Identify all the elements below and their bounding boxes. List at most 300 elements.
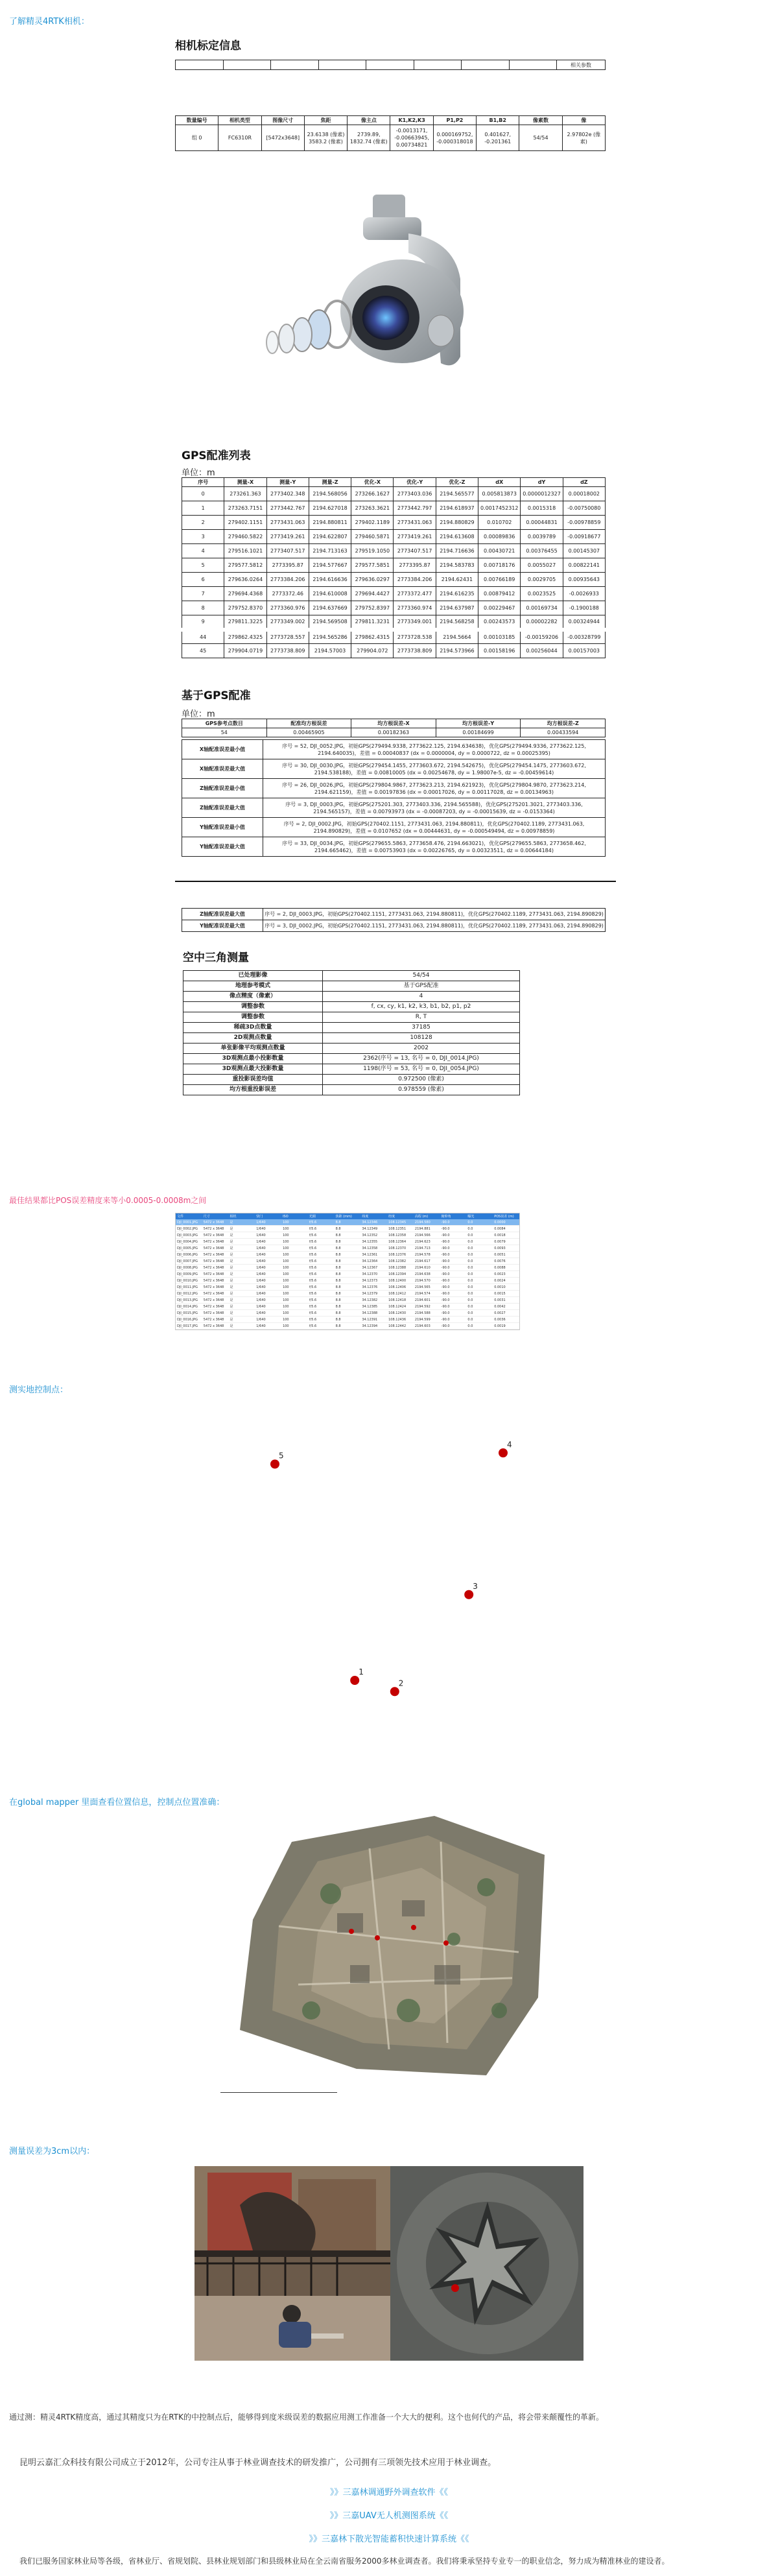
gps-cell: 2194.637987 — [436, 601, 478, 615]
exif-cell: 1/640 — [255, 1304, 281, 1310]
gps-based-header-cell: 配准均方根误差 — [266, 719, 351, 728]
exif-cell: DJI_0013.JPG — [176, 1297, 202, 1304]
exif-cell: 100 — [281, 1297, 308, 1304]
exif-cell: 108.12418 — [387, 1297, 414, 1304]
exif-cell: 是 — [229, 1265, 255, 1271]
intro-title: 了解精灵4RTK相机： — [9, 17, 89, 27]
gps-cell: 2194.577667 — [309, 558, 351, 573]
exif-cell: 0.0 — [466, 1226, 493, 1232]
exif-cell: DJI_0017.JPG — [176, 1323, 202, 1330]
gps-cell: 2194.616636 — [309, 573, 351, 587]
gps-cell: 2773738.809 — [266, 644, 309, 658]
exif-cell: 0.0 — [466, 1252, 493, 1258]
exif-cell: DJI_0001.JPG — [176, 1219, 202, 1226]
exif-cell: -90.0 — [440, 1278, 467, 1284]
exif-cell: 8.8 — [335, 1245, 361, 1252]
detail-label: Y轴配准误差最大值 — [182, 837, 263, 857]
exif-cell: DJI_0006.JPG — [176, 1252, 202, 1258]
aerial-row — [183, 1023, 520, 1033]
exif-cell: 是 — [229, 1239, 255, 1245]
gps-cell: 0.0029705 — [521, 573, 563, 587]
exif-cell: 5472 x 3648 — [202, 1265, 229, 1271]
exif-cell: 34.12385 — [360, 1304, 387, 1310]
exif-cell: 108.12406 — [387, 1284, 414, 1291]
exif-cell: 108.12394 — [387, 1271, 414, 1278]
link-volume-calculation-system[interactable]: 》》三嘉林下散光智能蓄积快速计算系统《《 — [309, 2534, 469, 2544]
control-point-label: 4 — [507, 1440, 512, 1449]
exif-cell: 是 — [229, 1252, 255, 1258]
exif-cell: 100 — [281, 1239, 308, 1245]
gps-based-cell: 0.00433594 — [521, 728, 606, 737]
control-point-marker — [350, 1676, 359, 1685]
exif-row[interactable] — [176, 1239, 519, 1245]
exif-cell: 5472 x 3648 — [202, 1226, 229, 1232]
gps-based-detail-row — [182, 798, 606, 818]
exif-header-cell: 尺寸 — [202, 1213, 229, 1219]
exif-row[interactable] — [176, 1219, 519, 1226]
gps-cell: 2194.583783 — [436, 558, 478, 573]
gps-cell: 2773384.206 — [266, 573, 309, 587]
gps-cell: 273261.363 — [224, 487, 266, 501]
aerial-value: 0.978559 (像素) — [323, 1085, 520, 1095]
control-point-marker — [390, 1687, 399, 1696]
aerial-value: 2002 — [323, 1044, 520, 1054]
exif-cell: 0.0 — [466, 1323, 493, 1330]
exif-cell: 0.0 — [466, 1258, 493, 1265]
exif-row[interactable] — [176, 1258, 519, 1265]
exif-cell: 108.12400 — [387, 1278, 414, 1284]
gps-cell: 2773372.477 — [394, 587, 436, 601]
gps-table-row — [182, 516, 606, 530]
gps-header-cell: 优化-Z — [436, 478, 478, 487]
exif-cell: 1/640 — [255, 1226, 281, 1232]
exif-cell: 1/640 — [255, 1291, 281, 1297]
exif-cell: 1/640 — [255, 1297, 281, 1304]
exif-cell: f/5.6 — [308, 1232, 335, 1239]
calibration-header-cell: 像主点 — [348, 116, 390, 125]
exif-cell: DJI_0004.JPG — [176, 1239, 202, 1245]
gps-based-cell: 54 — [182, 728, 267, 737]
orthomosaic-map — [240, 1816, 551, 2088]
exif-cell: DJI_0011.JPG — [176, 1284, 202, 1291]
exif-cell: 是 — [229, 1291, 255, 1297]
exif-cell: f/5.6 — [308, 1226, 335, 1232]
exif-cell: 是 — [229, 1258, 255, 1265]
exif-cell: 8.8 — [335, 1304, 361, 1310]
exif-cell: 8.8 — [335, 1291, 361, 1297]
gps-cell: 0.00158196 — [478, 644, 521, 658]
exif-cell: 2194.623 — [414, 1239, 440, 1245]
gps-cell: 0.005813873 — [478, 487, 521, 501]
detail-label: Y轴配准误差最小值 — [182, 818, 263, 837]
exif-cell: -90.0 — [440, 1271, 467, 1278]
exif-cell: 0.0 — [466, 1265, 493, 1271]
aerial-row — [183, 1064, 520, 1075]
exif-cell: 8.8 — [335, 1310, 361, 1317]
company-service-text: 我们已服务国家林业局等各级，省林业厅、省规划院、县林业规划部门和县级林业局在全云南省服务2000多林业调查者。我们将秉承坚持专业专一的职业信念，努力成为精准林业的建设者。 — [19, 2557, 670, 2566]
gps-cell: 0.0055027 — [521, 558, 563, 573]
gps-cell: 279636.0264 — [224, 573, 266, 587]
calibration-header-cell: 焦距 — [304, 116, 347, 125]
detail-value: 序号 = 33, DJI_0034.JPG，初始GPS(279655.5863, 2773658.476, 2194.663021)，优化GPS(279655.5863, 2773658.462, 2194.665462)，差值 = 0.00753903 (dx = 0.00226765, dy = 0.00323511, dz = 0.00644184) — [263, 837, 606, 857]
exif-cell: 100 — [281, 1284, 308, 1291]
detail-value: 序号 = 2, DJI_0002.JPG，初始GPS(270402.1151, 2773431.063, 2194.880811)，优化GPS(270402.1189, 2773431.063, 2194.890829)，差值 = 0.0107652 (dx = 0.00444631, dy = -0.000549494, dz = 0.00978859) — [263, 818, 606, 837]
gps-table-row — [182, 573, 606, 587]
exif-cell: 1/640 — [255, 1258, 281, 1265]
exif-cell: -90.0 — [440, 1258, 467, 1265]
gps-table-row — [182, 630, 606, 644]
exif-cell: 100 — [281, 1252, 308, 1258]
exif-cell: 34.12379 — [360, 1291, 387, 1297]
gps-header-cell: 序号 — [182, 478, 224, 487]
gps-based-detail-row — [182, 779, 606, 798]
exif-cell: 5472 x 3648 — [202, 1219, 229, 1226]
exif-cell: f/5.6 — [308, 1291, 335, 1297]
calibration-table — [175, 115, 606, 151]
gps-based-title: 基于GPS配准 — [182, 689, 251, 702]
gps-cell: 0.00002282 — [521, 615, 563, 630]
aerial-label: 均方根重投影误差 — [183, 1085, 323, 1095]
exif-cell: 5472 x 3648 — [202, 1317, 229, 1323]
exif-cell: 0.0042 — [493, 1304, 519, 1310]
exif-cell: 1/640 — [255, 1310, 281, 1317]
exif-cell: f/5.6 — [308, 1304, 335, 1310]
gps-cell: 45 — [182, 644, 224, 658]
gps-based-header-cell: GPS参考点数目 — [182, 719, 267, 728]
exif-cell: 8.8 — [335, 1278, 361, 1284]
gps-cell: 2194.627018 — [309, 501, 351, 516]
exif-cell: DJI_0007.JPG — [176, 1258, 202, 1265]
exif-cell: 8.8 — [335, 1297, 361, 1304]
gps-cell: 0.00169734 — [521, 601, 563, 615]
exif-cell: 是 — [229, 1226, 255, 1232]
exif-cell: 是 — [229, 1219, 255, 1226]
exif-cell: f/5.6 — [308, 1252, 335, 1258]
gps-table-row — [182, 501, 606, 516]
gps-cell: -0.00750080 — [563, 501, 605, 516]
aerial-title: 空中三角测量 — [183, 951, 249, 964]
exif-cell: 0.0027 — [493, 1310, 519, 1317]
exif-cell: -90.0 — [440, 1310, 467, 1317]
exif-cell: 0.0 — [466, 1317, 493, 1323]
exif-cell: 0.0084 — [493, 1226, 519, 1232]
gps-header-cell: 优化-X — [351, 478, 394, 487]
detail-value: 序号 = 2, DJI_0003.JPG，初始GPS(270402.1151, 2773431.063, 2194.880811)，优化GPS(270402.1189, 2773431.063, 2194.890829) — [263, 909, 606, 920]
exif-cell: 34.12394 — [360, 1323, 387, 1330]
exif-cell: 108.12430 — [387, 1310, 414, 1317]
exif-cell: DJI_0015.JPG — [176, 1310, 202, 1317]
gps-cell: 0.00879412 — [478, 587, 521, 601]
calibration-header-cell: K1,K2,K3 — [390, 116, 433, 125]
detail-label: X轴配准误差最大值 — [182, 759, 263, 779]
gps-table-row — [182, 601, 606, 615]
control-point-label: 1 — [359, 1667, 364, 1676]
exif-row[interactable] — [176, 1297, 519, 1304]
aerial-row — [183, 981, 520, 992]
exif-cell: 108.12351 — [387, 1226, 414, 1232]
exif-caption: 最佳结果都比POS误差精度来等小0.0005-0.0008m之间 — [9, 1196, 207, 1205]
gps-cell: 2773402.348 — [266, 487, 309, 501]
calibration-header-cell: 像素数 — [519, 116, 562, 125]
gps-based-extra-row — [182, 909, 606, 920]
calibration-header-right: 相关参数 — [557, 60, 606, 70]
detail-value: 序号 = 52, DJI_0052.JPG，初始GPS(279494.9338, 2773622.125, 2194.634638)，优化GPS(279494.9336, 2773622.125, 2194.640035)，差值 = 0.00040837 (dx = 0.0000004, dy = 0.0000722, dz = 0.00025395) — [263, 740, 606, 759]
gps-cell: 2194.880829 — [436, 516, 478, 530]
exif-cell: 5472 x 3648 — [202, 1258, 229, 1265]
gps-cell: 2194.57003 — [309, 644, 351, 658]
exif-cell: 是 — [229, 1232, 255, 1239]
exif-cell: 34.12358 — [360, 1245, 387, 1252]
exif-cell: 8.8 — [335, 1284, 361, 1291]
gps-header-cell: 测量-Y — [266, 478, 309, 487]
gps-based-detail-row — [182, 740, 606, 759]
exif-cell: 5472 x 3648 — [202, 1271, 229, 1278]
gps-cell: -0.1900188 — [563, 601, 605, 615]
exif-cell: f/5.6 — [308, 1219, 335, 1226]
exif-row[interactable] — [176, 1245, 519, 1252]
aerial-row — [183, 971, 520, 981]
gps-cell: 2 — [182, 516, 224, 530]
exif-cell: -90.0 — [440, 1284, 467, 1291]
exif-cell: 5472 x 3648 — [202, 1278, 229, 1284]
gps-header-cell: 测量-X — [224, 478, 266, 487]
gps-cell: 273263.7151 — [224, 501, 266, 516]
gps-cell: -0.00159206 — [521, 630, 563, 644]
gps-cell: 2773728.557 — [266, 630, 309, 644]
exif-cell: 100 — [281, 1310, 308, 1317]
gps-cell: 0.00103185 — [478, 630, 521, 644]
exif-cell: 108.12412 — [387, 1291, 414, 1297]
gps-cell: 2194.622807 — [309, 530, 351, 544]
map-caption: 在global mapper 里面查看位置信息，控制点位置准确： — [9, 1798, 225, 1807]
gps-cell: 279811.3225 — [224, 615, 266, 630]
gps-based-cell: 0.00465905 — [266, 728, 351, 737]
control-point-marker — [464, 1590, 473, 1599]
detail-value: 序号 = 30, DJI_0030.JPG，初始GPS(279454.1455, 2773603.672, 2194.542675)，优化GPS(279454.1475, 2773603.672, 2194.538188)，差值 = 0.00810005 (dx = 0.00254678, dy = 1.98007e-5, dz = -0.00459614) — [263, 759, 606, 779]
gps-cell: 2194.880811 — [309, 516, 351, 530]
calibration-cell: FC6310R — [218, 125, 261, 151]
detail-label: Y轴配准误差最大值 — [182, 920, 263, 932]
exif-cell: f/5.6 — [308, 1278, 335, 1284]
exif-cell: -90.0 — [440, 1245, 467, 1252]
gps-cell: 2773419.261 — [394, 530, 436, 544]
gps-based-header-cell: 均方根误差-X — [351, 719, 436, 728]
exif-cell: 34.12391 — [360, 1317, 387, 1323]
exif-cell: 0.0093 — [493, 1245, 519, 1252]
gps-cell: 2773431.063 — [266, 516, 309, 530]
calibration-header-table — [175, 60, 606, 70]
gps-cell: 2194.610008 — [309, 587, 351, 601]
gps-cell: 2194.613608 — [436, 530, 478, 544]
exif-cell: 8.8 — [335, 1323, 361, 1330]
exif-row[interactable] — [176, 1252, 519, 1258]
exif-cell: 34.12370 — [360, 1271, 387, 1278]
exif-cell: 0.0036 — [493, 1317, 519, 1323]
exif-cell: 108.12388 — [387, 1265, 414, 1271]
calibration-header-cell: 图像尺寸 — [261, 116, 304, 125]
aerial-value: 4 — [323, 992, 520, 1002]
exif-cell: -90.0 — [440, 1317, 467, 1323]
aerial-label: 已处理影像 — [183, 971, 323, 981]
exif-cell: 0.0 — [466, 1291, 493, 1297]
exif-cell: f/5.6 — [308, 1265, 335, 1271]
exif-cell: 34.12352 — [360, 1232, 387, 1239]
exif-row[interactable] — [176, 1317, 519, 1323]
gps-cell: 2194.569508 — [309, 615, 351, 630]
gps-cell: 6 — [182, 573, 224, 587]
exif-header-cell: ISO — [281, 1213, 308, 1219]
control-points-plot — [0, 1401, 778, 1725]
gps-cell: 7 — [182, 587, 224, 601]
exif-cell: 8.8 — [335, 1232, 361, 1239]
gps-cell: 0.00324944 — [563, 615, 605, 630]
exif-cell: 是 — [229, 1297, 255, 1304]
exif-row[interactable] — [176, 1291, 519, 1297]
divider — [175, 881, 616, 882]
gps-cell: 279577.5851 — [351, 558, 394, 573]
gps-cell: 279460.5822 — [224, 530, 266, 544]
gps-cell: 0.0023525 — [521, 587, 563, 601]
gps-based-detail-row — [182, 759, 606, 779]
gps-cell: 2773442.767 — [266, 501, 309, 516]
calibration-title: 相机标定信息 — [175, 40, 241, 53]
exif-row[interactable] — [176, 1310, 519, 1317]
gps-cell: -0.00978859 — [563, 516, 605, 530]
exif-cell: 1/640 — [255, 1323, 281, 1330]
gps-cell: 2773395.87 — [266, 558, 309, 573]
photos-caption: 测量误差为3cm以内： — [9, 2147, 95, 2156]
aerial-row — [183, 1033, 520, 1044]
exif-table-panel — [175, 1213, 520, 1330]
gps-based-extra-row — [182, 920, 606, 932]
exif-row[interactable] — [176, 1284, 519, 1291]
gps-cell: 2194.616235 — [436, 587, 478, 601]
exif-cell: 5472 x 3648 — [202, 1291, 229, 1297]
aerial-value: R, T — [323, 1012, 520, 1023]
aerial-row — [183, 1012, 520, 1023]
aerial-label: 调整参数 — [183, 1012, 323, 1023]
calibration-header-cell: B1,B2 — [477, 116, 519, 125]
gps-cell: 0.00145307 — [563, 544, 605, 558]
exif-cell: DJI_0010.JPG — [176, 1278, 202, 1284]
exif-row[interactable] — [176, 1304, 519, 1310]
exif-row[interactable] — [176, 1323, 519, 1330]
gps-based-detail-row — [182, 837, 606, 857]
gps-cell: 2194.713163 — [309, 544, 351, 558]
gps-cell: 0.00256044 — [521, 644, 563, 658]
map-underline — [220, 2092, 337, 2093]
exif-cell: 0.0019 — [493, 1323, 519, 1330]
exif-cell: 2194.580 — [414, 1219, 440, 1226]
gps-cell: 2773360.974 — [394, 601, 436, 615]
gps-cell: -0.00328799 — [563, 630, 605, 644]
gps-cell: 2194.568056 — [309, 487, 351, 501]
exif-cell: -90.0 — [440, 1323, 467, 1330]
exif-row[interactable] — [176, 1271, 519, 1278]
gps-cell: 279402.1151 — [224, 516, 266, 530]
link-forest-survey-software[interactable]: 》》三嘉林调通野外调查软件《《 — [329, 2488, 448, 2498]
aerial-label: 单张影像平均观测点数量 — [183, 1044, 323, 1054]
exif-cell: 108.12424 — [387, 1304, 414, 1310]
exif-cell: DJI_0014.JPG — [176, 1304, 202, 1310]
exif-cell: DJI_0002.JPG — [176, 1226, 202, 1232]
calibration-cell: 54/54 — [519, 125, 562, 151]
exif-cell: 34.12361 — [360, 1252, 387, 1258]
gps-table-unit: 单位：m — [182, 468, 215, 478]
exif-cell: 108.12436 — [387, 1317, 414, 1323]
control-point-label: 3 — [473, 1581, 478, 1591]
exif-row[interactable] — [176, 1265, 519, 1271]
detail-label: Z轴配准误差最小值 — [182, 779, 263, 798]
gps-cell: 2773738.809 — [394, 644, 436, 658]
exif-cell: -90.0 — [440, 1291, 467, 1297]
detail-label: Z轴配准误差最大值 — [182, 909, 263, 920]
gps-cell: 0 — [182, 487, 224, 501]
exif-cell: -90.0 — [440, 1232, 467, 1239]
exif-header-cell: 俯仰角 — [440, 1213, 467, 1219]
exif-cell: 0.0 — [466, 1271, 493, 1278]
gps-cell: 2194.618937 — [436, 501, 478, 516]
exif-cell: 108.12442 — [387, 1323, 414, 1330]
exif-cell: 2194.610 — [414, 1265, 440, 1271]
aerial-row — [183, 1075, 520, 1085]
aerial-label: 调整参数 — [183, 1002, 323, 1012]
gps-cell: 279862.4325 — [224, 630, 266, 644]
gps-cell: 2194.716636 — [436, 544, 478, 558]
calibration-header-cell: 数量编号 — [176, 116, 218, 125]
exif-cell: -90.0 — [440, 1239, 467, 1245]
exif-cell: f/5.6 — [308, 1297, 335, 1304]
aerial-value: 108128 — [323, 1033, 520, 1044]
exif-header-cell: 光圈 — [308, 1213, 335, 1219]
gps-cell: -0.00918677 — [563, 530, 605, 544]
calibration-header-cell: P1,P2 — [433, 116, 476, 125]
exif-cell: DJI_0005.JPG — [176, 1245, 202, 1252]
link-uav-mapping-system[interactable]: 》》三嘉UAV无人机测图系统《《 — [329, 2511, 449, 2521]
exif-cell: DJI_0008.JPG — [176, 1265, 202, 1271]
exif-row[interactable] — [176, 1278, 519, 1284]
exif-cell: 5472 x 3648 — [202, 1304, 229, 1310]
exif-cell: 0.0000 — [493, 1219, 519, 1226]
exif-row[interactable] — [176, 1226, 519, 1232]
exif-cell: f/5.6 — [308, 1323, 335, 1330]
gps-header-cell: 测量-Z — [309, 478, 351, 487]
exif-cell: 0.0010 — [493, 1284, 519, 1291]
exif-cell: 100 — [281, 1291, 308, 1297]
exif-row[interactable] — [176, 1232, 519, 1239]
gps-cell: 5 — [182, 558, 224, 573]
exif-cell: 2194.713 — [414, 1245, 440, 1252]
exif-cell: 34.12355 — [360, 1239, 387, 1245]
aerial-label: 3D观测点最大投影数量 — [183, 1064, 323, 1075]
exif-cell: 100 — [281, 1304, 308, 1310]
exif-cell: 1/640 — [255, 1271, 281, 1278]
gps-table-title: GPS配准列表 — [182, 449, 251, 462]
exif-cell: -90.0 — [440, 1252, 467, 1258]
exif-header-cell: 焦距 (mm) — [335, 1213, 361, 1219]
exif-header-cell: 相机 — [229, 1213, 255, 1219]
gps-cell: 0.010702 — [478, 516, 521, 530]
exif-cell: 2194.565 — [414, 1284, 440, 1291]
gps-table-row — [182, 644, 606, 658]
exif-cell: 8.8 — [335, 1265, 361, 1271]
gps-cell: 2773349.002 — [266, 615, 309, 630]
gps-cell: 0.00157003 — [563, 644, 605, 658]
aerial-row — [183, 1054, 520, 1064]
exif-cell: 0.0 — [466, 1232, 493, 1239]
gps-cell: 279862.4315 — [351, 630, 394, 644]
gps-cell: 2773407.517 — [266, 544, 309, 558]
